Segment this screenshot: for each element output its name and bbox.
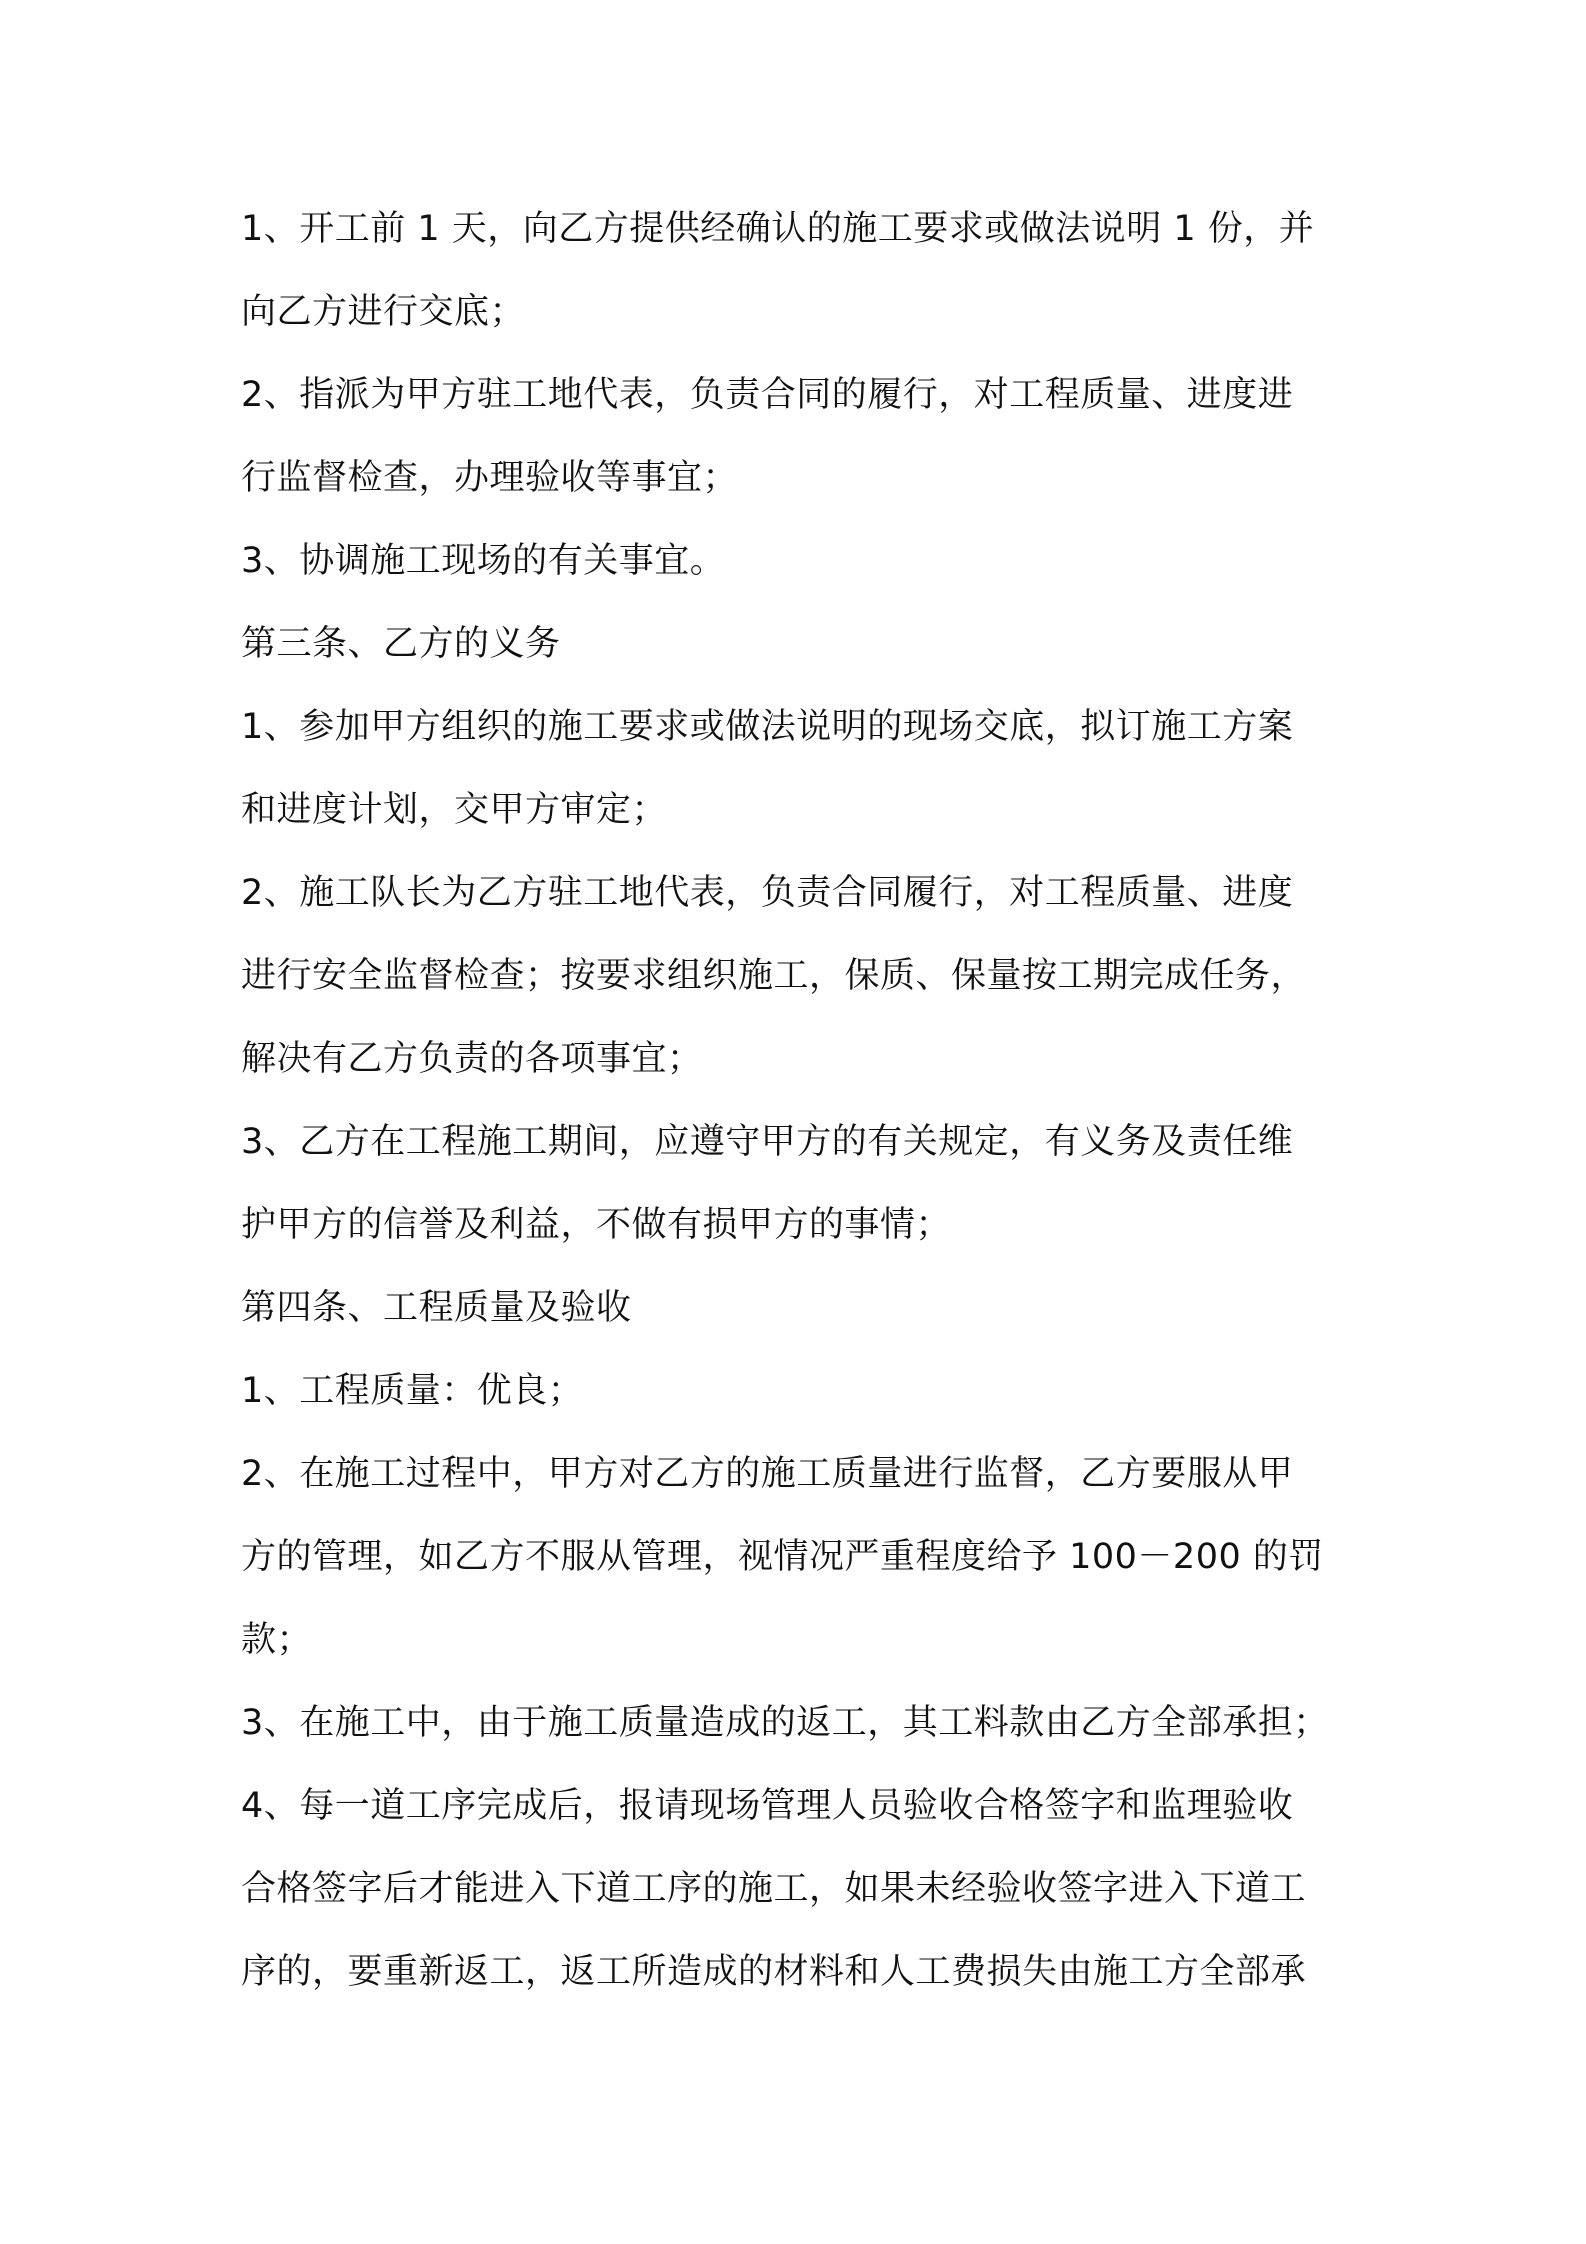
text-line: 行监督检查，办理验收等事宜； [241,458,739,498]
text-line: 2、在施工过程中，甲方对乙方的施工质量进行监督，乙方要服从甲 [241,1454,1294,1494]
text-line: 3、乙方在工程施工期间，应遵守甲方的有关规定，有义务及责任维 [241,1122,1294,1162]
text-line: 和进度计划，交甲方审定； [241,790,668,830]
section-heading: 第四条、工程质量及验收 [241,1288,632,1328]
text-line: 合格签字后才能进入下道工序的施工，如果未经验收签字进入下道工 [241,1869,1307,1909]
text-line: 4、每一道工序完成后，报请现场管理人员验收合格签字和监理验收 [241,1786,1294,1826]
text-line: 1、工程质量：优良； [241,1371,584,1411]
text-line: 护甲方的信誉及利益，不做有损甲方的事情； [241,1205,952,1245]
text-line: 1、参加甲方组织的施工要求或做法说明的现场交底，拟订施工方案 [241,707,1294,747]
text-line: 向乙方进行交底； [241,292,526,332]
text-line: 方的管理，如乙方不服从管理，视情况严重程度给予 100－200 的罚 [241,1537,1324,1577]
text-line: 3、协调施工现场的有关事宜。 [241,541,726,581]
text-line: 2、指派为甲方驻工地代表，负责合同的履行，对工程质量、进度进 [241,375,1294,415]
text-line: 1、开工前 1 天，向乙方提供经确认的施工要求或做法说明 1 份，并 [241,209,1315,249]
text-line: 序的，要重新返工，返工所造成的材料和人工费损失由施工方全部承 [241,1952,1307,1992]
text-line: 进行安全监督检查；按要求组织施工，保质、保量按工期完成任务， [241,956,1307,996]
text-line: 款； [241,1620,313,1660]
text-line: 3、在施工中，由于施工质量造成的返工，其工料款由乙方全部承担； [241,1703,1329,1743]
text-line: 2、施工队长为乙方驻工地代表，负责合同履行，对工程质量、进度 [241,873,1294,913]
section-heading: 第三条、乙方的义务 [241,624,561,664]
document-body [241,205,1361,2031]
text-line: 解决有乙方负责的各项事宜； [241,1039,703,1079]
